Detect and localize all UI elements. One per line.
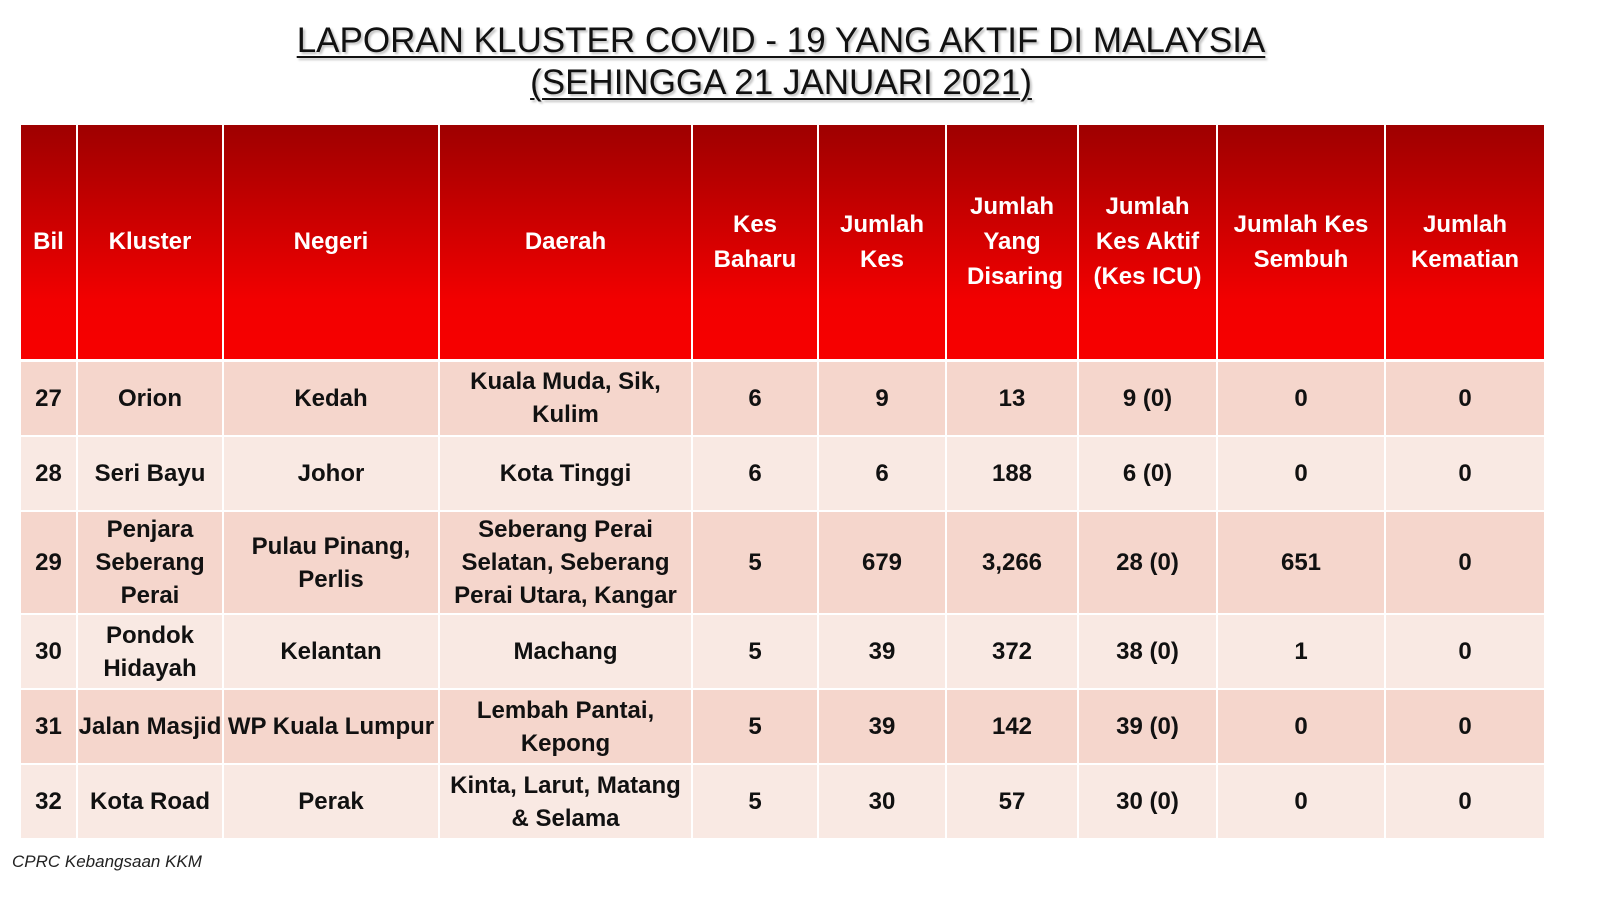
- cell-kluster: Kota Road: [77, 764, 223, 839]
- cluster-table: [19, 125, 1546, 840]
- table-row: [20, 614, 1545, 689]
- header-bil: Bil: [20, 125, 77, 360]
- cell-jumlah-kes-aktif: 28 (0): [1078, 511, 1217, 614]
- header-jumlah-kes-aktif: Jumlah Kes Aktif (Kes ICU): [1078, 125, 1217, 360]
- cell-jumlah-kematian: 0: [1385, 614, 1545, 689]
- cell-jumlah-disaring: 142: [946, 689, 1078, 764]
- cell-bil: 29: [20, 511, 77, 614]
- cell-daerah: Kuala Muda, Sik, Kulim: [439, 360, 692, 436]
- cell-bil: 27: [20, 360, 77, 436]
- cell-jumlah-kes: 679: [818, 511, 946, 614]
- cell-jumlah-kes: 9: [818, 360, 946, 436]
- header-negeri: Negeri: [223, 125, 439, 360]
- table-row: [20, 689, 1545, 764]
- cell-kluster: Orion: [77, 360, 223, 436]
- cell-jumlah-kes-aktif: 6 (0): [1078, 436, 1217, 511]
- table-row: [20, 764, 1545, 839]
- cell-jumlah-kematian: 0: [1385, 689, 1545, 764]
- cell-jumlah-disaring: 188: [946, 436, 1078, 511]
- report-title-line2: (SEHINGGA 21 JANUARI 2021): [530, 63, 1032, 102]
- table-row: [20, 511, 1545, 614]
- cell-jumlah-kematian: 0: [1385, 436, 1545, 511]
- cell-negeri: Kedah: [223, 360, 439, 436]
- cell-jumlah-kematian: 0: [1385, 360, 1545, 436]
- table-header-row: [20, 125, 1545, 360]
- cell-kluster: Jalan Masjid: [77, 689, 223, 764]
- cell-jumlah-kematian: 0: [1385, 511, 1545, 614]
- cell-kes-baharu: 6: [692, 436, 818, 511]
- cell-daerah: Kota Tinggi: [439, 436, 692, 511]
- cell-kes-baharu: 5: [692, 764, 818, 839]
- cell-kes-baharu: 5: [692, 511, 818, 614]
- cell-jumlah-disaring: 57: [946, 764, 1078, 839]
- cell-kes-baharu: 5: [692, 689, 818, 764]
- cell-jumlah-kes-sembuh: 0: [1217, 360, 1385, 436]
- cell-bil: 30: [20, 614, 77, 689]
- cell-jumlah-disaring: 372: [946, 614, 1078, 689]
- cell-kluster: Penjara Seberang Perai: [77, 511, 223, 614]
- cell-jumlah-kes-aktif: 39 (0): [1078, 689, 1217, 764]
- cell-kes-baharu: 5: [692, 614, 818, 689]
- cell-bil: 31: [20, 689, 77, 764]
- table-row: [20, 360, 1545, 436]
- cell-negeri: Pulau Pinang, Perlis: [223, 511, 439, 614]
- header-jumlah-kes: Jumlah Kes: [818, 125, 946, 360]
- cell-jumlah-kes-aktif: 30 (0): [1078, 764, 1217, 839]
- cell-jumlah-kes-sembuh: 651: [1217, 511, 1385, 614]
- cell-daerah: Lembah Pantai, Kepong: [439, 689, 692, 764]
- cell-negeri: WP Kuala Lumpur: [223, 689, 439, 764]
- header-daerah: Daerah: [439, 125, 692, 360]
- cell-negeri: Johor: [223, 436, 439, 511]
- cell-jumlah-kes: 39: [818, 614, 946, 689]
- header-jumlah-disaring: Jumlah Yang Disaring: [946, 125, 1078, 360]
- cell-jumlah-kes-aktif: 9 (0): [1078, 360, 1217, 436]
- report-title-line1: LAPORAN KLUSTER COVID - 19 YANG AKTIF DI MALAYSIA: [296, 21, 1266, 60]
- header-jumlah-kes-sembuh: Jumlah Kes Sembuh: [1217, 125, 1385, 360]
- cell-jumlah-kes-aktif: 38 (0): [1078, 614, 1217, 689]
- cell-jumlah-kes-sembuh: 0: [1217, 436, 1385, 511]
- cell-bil: 28: [20, 436, 77, 511]
- cell-daerah: Seberang Perai Selatan, Seberang Perai Utara, Kangar: [439, 511, 692, 614]
- cell-jumlah-disaring: 3,266: [946, 511, 1078, 614]
- cell-jumlah-kematian: 0: [1385, 764, 1545, 839]
- cell-jumlah-disaring: 13: [946, 360, 1078, 436]
- cell-jumlah-kes-sembuh: 1: [1217, 614, 1385, 689]
- cell-daerah: Machang: [439, 614, 692, 689]
- report-title: [0, 20, 1562, 104]
- header-kes-baharu: Kes Baharu: [692, 125, 818, 360]
- cell-kluster: Seri Bayu: [77, 436, 223, 511]
- cell-jumlah-kes: 30: [818, 764, 946, 839]
- cell-negeri: Kelantan: [223, 614, 439, 689]
- source-footer: CPRC Kebangsaan KKM: [12, 852, 202, 871]
- header-jumlah-kematian: Jumlah Kematian: [1385, 125, 1545, 360]
- table-row: [20, 436, 1545, 511]
- cell-jumlah-kes-sembuh: 0: [1217, 764, 1385, 839]
- cell-kes-baharu: 6: [692, 360, 818, 436]
- cell-jumlah-kes: 39: [818, 689, 946, 764]
- cell-bil: 32: [20, 764, 77, 839]
- header-kluster: Kluster: [77, 125, 223, 360]
- cell-jumlah-kes: 6: [818, 436, 946, 511]
- cell-kluster: Pondok Hidayah: [77, 614, 223, 689]
- cell-jumlah-kes-sembuh: 0: [1217, 689, 1385, 764]
- cell-negeri: Perak: [223, 764, 439, 839]
- cell-daerah: Kinta, Larut, Matang & Selama: [439, 764, 692, 839]
